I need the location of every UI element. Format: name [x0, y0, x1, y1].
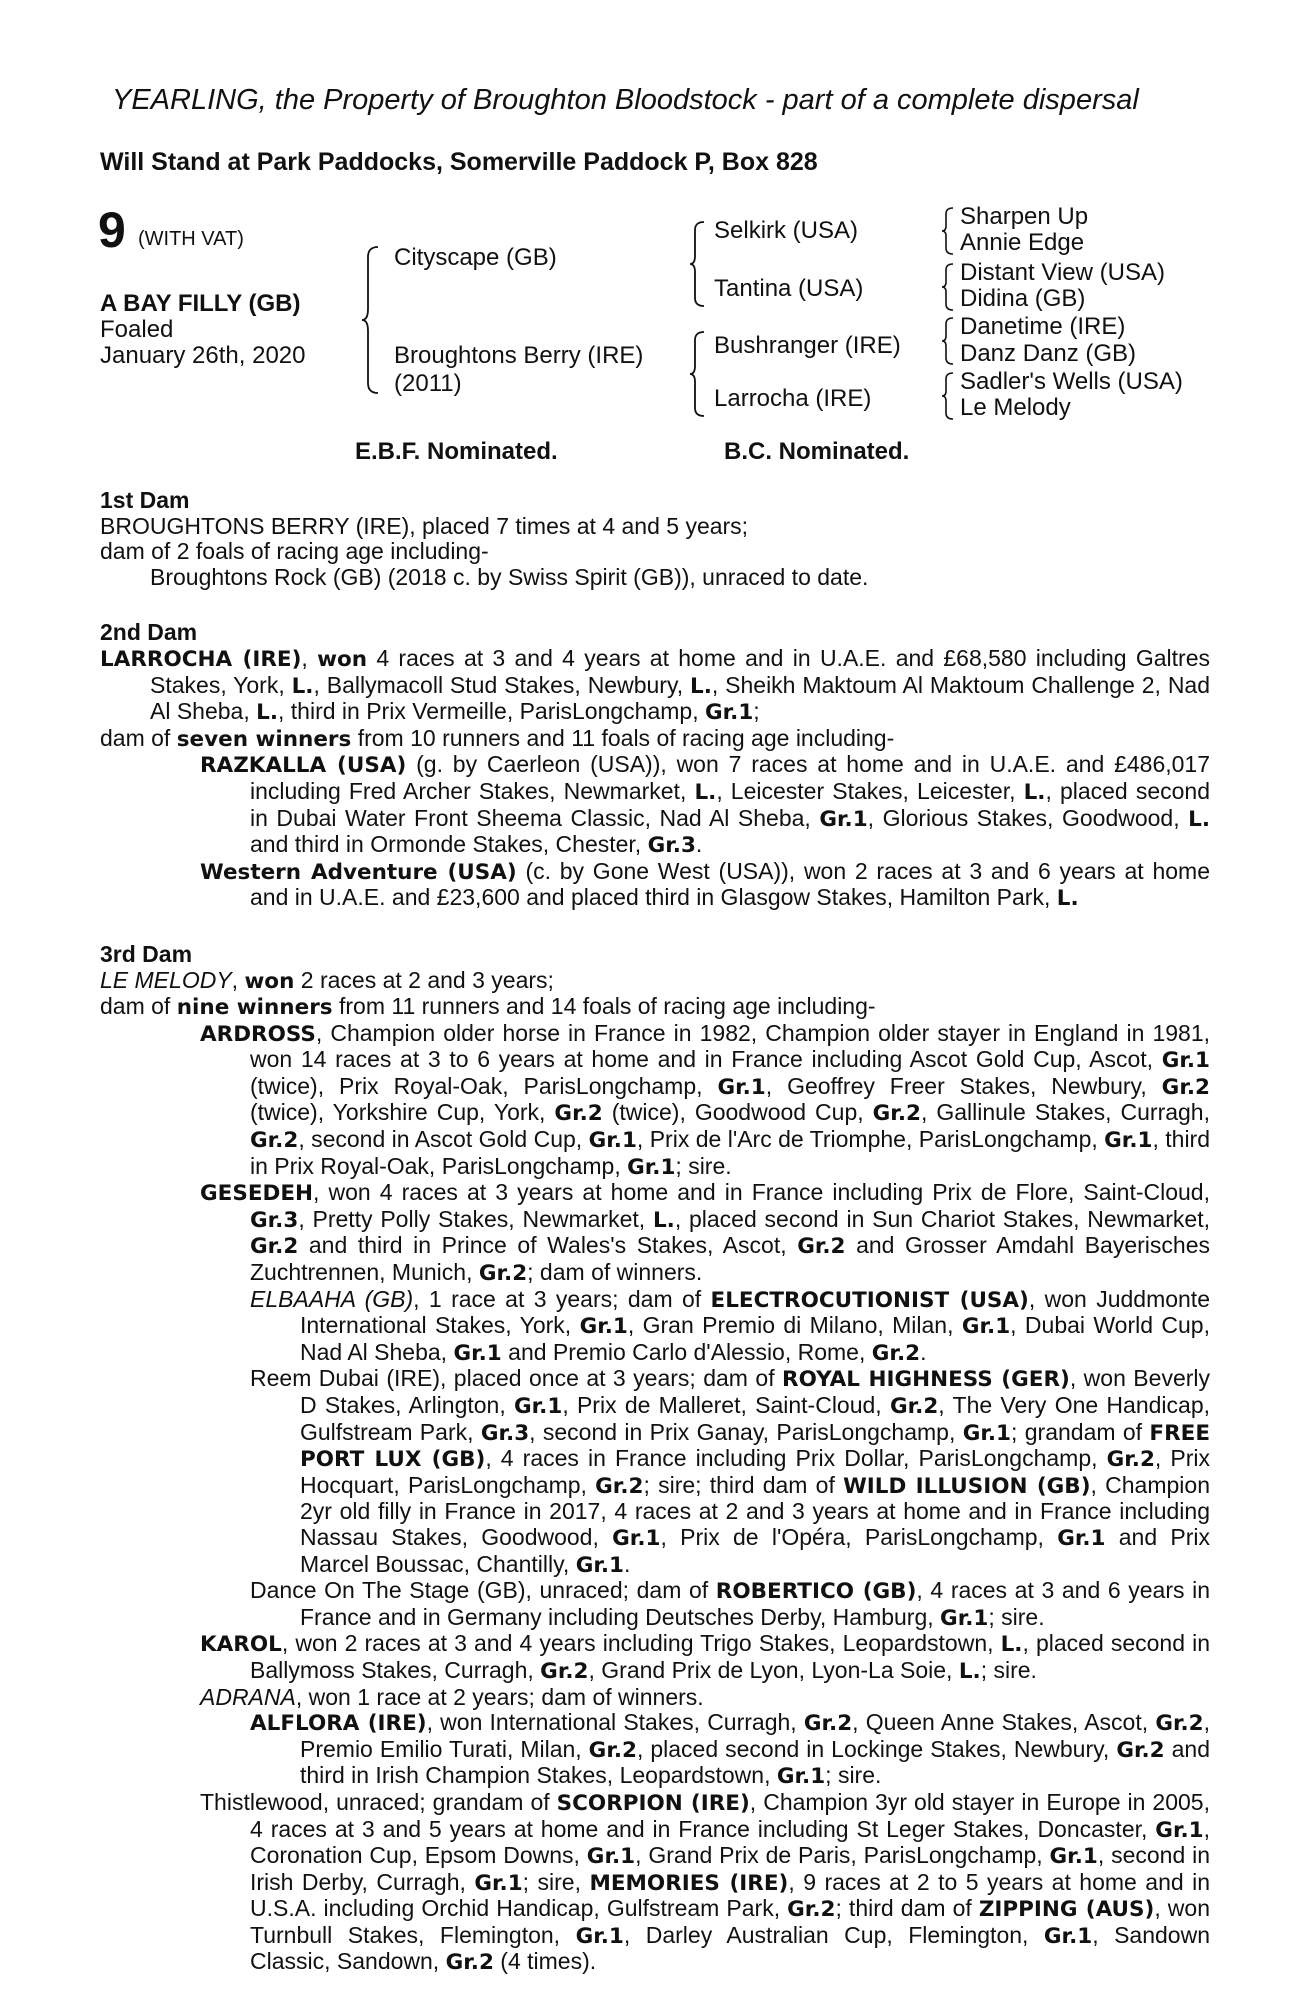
pedigree-brace-main	[360, 245, 382, 395]
stand-location: Will Stand at Park Paddocks, Somerville Paddock P, Box 828	[100, 148, 818, 176]
ancestor-2: Annie Edge	[960, 229, 1085, 256]
vat-note: (WITH VAT)	[138, 228, 244, 250]
third-dam-produce-line: dam of nine winners from 11 runners and 14 foals of racing age including-	[100, 993, 876, 1021]
foaled-label: Foaled	[100, 316, 174, 343]
gesedeh-entry: GESEDEH, won 4 races at 3 years at home and in France including Prix de Flore, Saint-Cloud, Gr.3, Pretty Polly Stakes, Newmarket, L., placed second in Sun Chariot Stakes, Newmarket, Gr.2 and third in Prince of Wales's Stakes, Ascot, Gr.2 and Grosser Amdahl Bayerisches Zuchtrennen, Munich, Gr.2; dam of winners.	[200, 1179, 1210, 1287]
ardross-entry: ARDROSS, Champion older horse in France in 1982, Champion older stayer in England in 1981, won 14 races at 3 to 6 years at home and in France including Ascot Gold Cup, Ascot, Gr.1 (twice), Prix Royal-Oak, ParisLongchamp, Gr.1, Geoffrey Freer Stakes, Newbury, Gr.2 (twice), Yorkshire Cup, York, Gr.2 (twice), Goodwood Cup, Gr.2, Gallinule Stakes, Curragh, Gr.2, second in Ascot Gold Cup, Gr.1, Prix de l'Arc de Triomphe, ParisLongchamp, Gr.1, third in Prix Royal-Oak, ParisLongchamp, Gr.1; sire.	[200, 1019, 1211, 1180]
first-dam-produce-line: dam of 2 foals of racing age including-	[100, 538, 489, 565]
ebf-nominated: E.B.F. Nominated.	[355, 438, 558, 465]
western-adventure-entry: Western Adventure (USA) (c. by Gone West (USA)), won 2 races at 3 and 6 years at home and in U.A.E. and £23,600 and placed third in Glasgow Stakes, Hamilton Park, L.	[200, 857, 1210, 912]
pedigree-brace-g2	[940, 262, 956, 312]
sire-sire: Selkirk (USA)	[714, 217, 859, 244]
third-dam-entry: LE MELODY, won 2 races at 2 and 3 years;	[100, 966, 554, 994]
catalogue-body	[100, 488, 1210, 1976]
thistlewood-entry: Thistlewood, unraced; grandam of SCORPION (IRE), Champion 3yr old stayer in Europe in 2005, 4 races at 3 and 5 years at home and in France including St Leger Stakes, Doncaster, Gr.1, Coronation Cup, Epsom Downs, Gr.1, Grand Prix de Paris, ParisLongchamp, Gr.1, second in Irish Derby, Curragh, Gr.1; sire, MEMORIES (IRE), 9 races at 2 to 5 years at home and in U.S.A. including Orchid Handicap, Gulfstream Park, Gr.2; third dam of ZIPPING (AUS), won Turnbull Stakes, Flemington, Gr.1, Darley Australian Cup, Flemington, Gr.1, Sandown Classic, Sandown, Gr.2 (4 times).	[200, 1788, 1211, 1976]
ancestor-1: Sharpen Up	[960, 203, 1089, 230]
ancestor-8: Le Melody	[960, 394, 1071, 421]
page-title: YEARLING, the Property of Broughton Bloodstock - part of a complete dispersal	[112, 84, 1139, 116]
second-dam-entry: LARROCHA (IRE), won 4 races at 3 and 4 years at home and in U.A.E. and £68,580 including Galtres Stakes, York, L., Ballymacoll Stud Stakes, Newbury, L., Sheikh Maktoum Al Maktoum Challenge 2, Nad Al Sheba, L., third in Prix Vermeille, ParisLongchamp, Gr.1;	[100, 644, 1211, 726]
dam-dam: Larrocha (IRE)	[714, 385, 872, 412]
alflora-entry: ALFLORA (IRE), won International Stakes, Curragh, Gr.2, Queen Anne Stakes, Ascot, Gr.2, Premio Emilio Turati, Milan, Gr.2, placed second in Lockinge Stakes, Newbury, Gr.2 and third in Irish Champion Stakes, Leopardstown, Gr.1; sire.	[250, 1709, 1211, 1790]
ancestor-5: Danetime (IRE)	[960, 313, 1126, 340]
third-dam-heading: 3rd Dam	[100, 940, 193, 967]
dam-year: (2011)	[394, 370, 462, 397]
elbaaha-entry: ELBAAHA (GB), 1 race at 3 years; dam of ELECTROCUTIONIST (USA), won Juddmonte International Stakes, York, Gr.1, Gran Premio di Milano, Milan, Gr.1, Dubai World Cup, Nad Al Sheba, Gr.1 and Premio Carlo d'Alessio, Rome, Gr.2.	[250, 1285, 1210, 1366]
pedigree-brace-sire	[688, 220, 708, 308]
bc-nominated: B.C. Nominated.	[724, 438, 910, 465]
ancestor-3: Distant View (USA)	[960, 259, 1165, 286]
ancestor-6: Danz Danz (GB)	[960, 340, 1137, 367]
pedigree-brace-g3	[940, 316, 956, 366]
foaled-date: January 26th, 2020	[100, 342, 306, 369]
karol-entry: KAROL, won 2 races at 3 and 4 years including Trigo Stakes, Leopardstown, L., placed second in Ballymoss Stakes, Curragh, Gr.2, Grand Prix de Lyon, Lyon-La Soie, L.; sire.	[200, 1630, 1211, 1684]
dance-on-the-stage-entry: Dance On The Stage (GB), unraced; dam of ROBERTICO (GB), 4 races at 3 and 6 years in France and in Germany including Deutsches Derby, Hamburg, Gr.1; sire.	[250, 1577, 1211, 1631]
first-dam-line: BROUGHTONS BERRY (IRE), placed 7 times at 4 and 5 years;	[100, 512, 749, 539]
dam-sire: Bushranger (IRE)	[714, 332, 901, 359]
sire-name: Cityscape (GB)	[394, 244, 557, 271]
second-dam-heading: 2nd Dam	[100, 619, 198, 646]
first-dam-heading: 1st Dam	[100, 487, 190, 513]
pedigree-brace-dam	[688, 330, 708, 418]
adrana-entry: ADRANA, won 1 race at 2 years; dam of winners.	[200, 1683, 704, 1710]
razkalla-entry: RAZKALLA (USA) (g. by Caerleon (USA)), won 7 races at home and in U.A.E. and £486,017 including Fred Archer Stakes, Newmarket, L., Leicester Stakes, Leicester, L., placed second in Dubai Water Front Sheema Classic, Nad Al Sheba, Gr.1, Glorious Stakes, Goodwood, L. and third in Ormonde Stakes, Chester, Gr.3.	[200, 751, 1211, 859]
lot-number: 9	[98, 202, 126, 258]
pedigree-brace-g1	[940, 206, 956, 256]
sire-dam: Tantina (USA)	[714, 275, 864, 302]
ancestor-4: Didina (GB)	[960, 285, 1086, 312]
reem-dubai-entry: Reem Dubai (IRE), placed once at 3 years; dam of ROYAL HIGHNESS (GER), won Beverly D Stakes, Arlington, Gr.1, Prix de Malleret, Saint-Cloud, Gr.2, The Very One Handicap, Gulfstream Park, Gr.3, second in Prix Ganay, ParisLongchamp, Gr.1; grandam of FREE PORT LUX (GB), 4 races in France including Prix Dollar, ParisLongchamp, Gr.2, Prix Hocquart, ParisLongchamp, Gr.2; sire; third dam of WILD ILLUSION (GB), Champion 2yr old filly in France in 2017, 4 races at 2 and 3 years at home and in France including Nassau Stakes, Goodwood, Gr.1, Prix de l'Opéra, ParisLongchamp, Gr.1 and Prix Marcel Boussac, Chantilly, Gr.1.	[250, 1365, 1211, 1578]
second-dam-produce-line: dam of seven winners from 10 runners and 11 foals of racing age including-	[100, 724, 895, 752]
ancestor-7: Sadler's Wells (USA)	[960, 368, 1183, 395]
dam-name: Broughtons Berry (IRE)	[394, 342, 644, 369]
pedigree-brace-g4	[940, 371, 956, 421]
lot-name: A BAY FILLY (GB)	[100, 290, 301, 317]
first-dam-foal: Broughtons Rock (GB) (2018 c. by Swiss Spirit (GB)), unraced to date.	[150, 563, 869, 590]
